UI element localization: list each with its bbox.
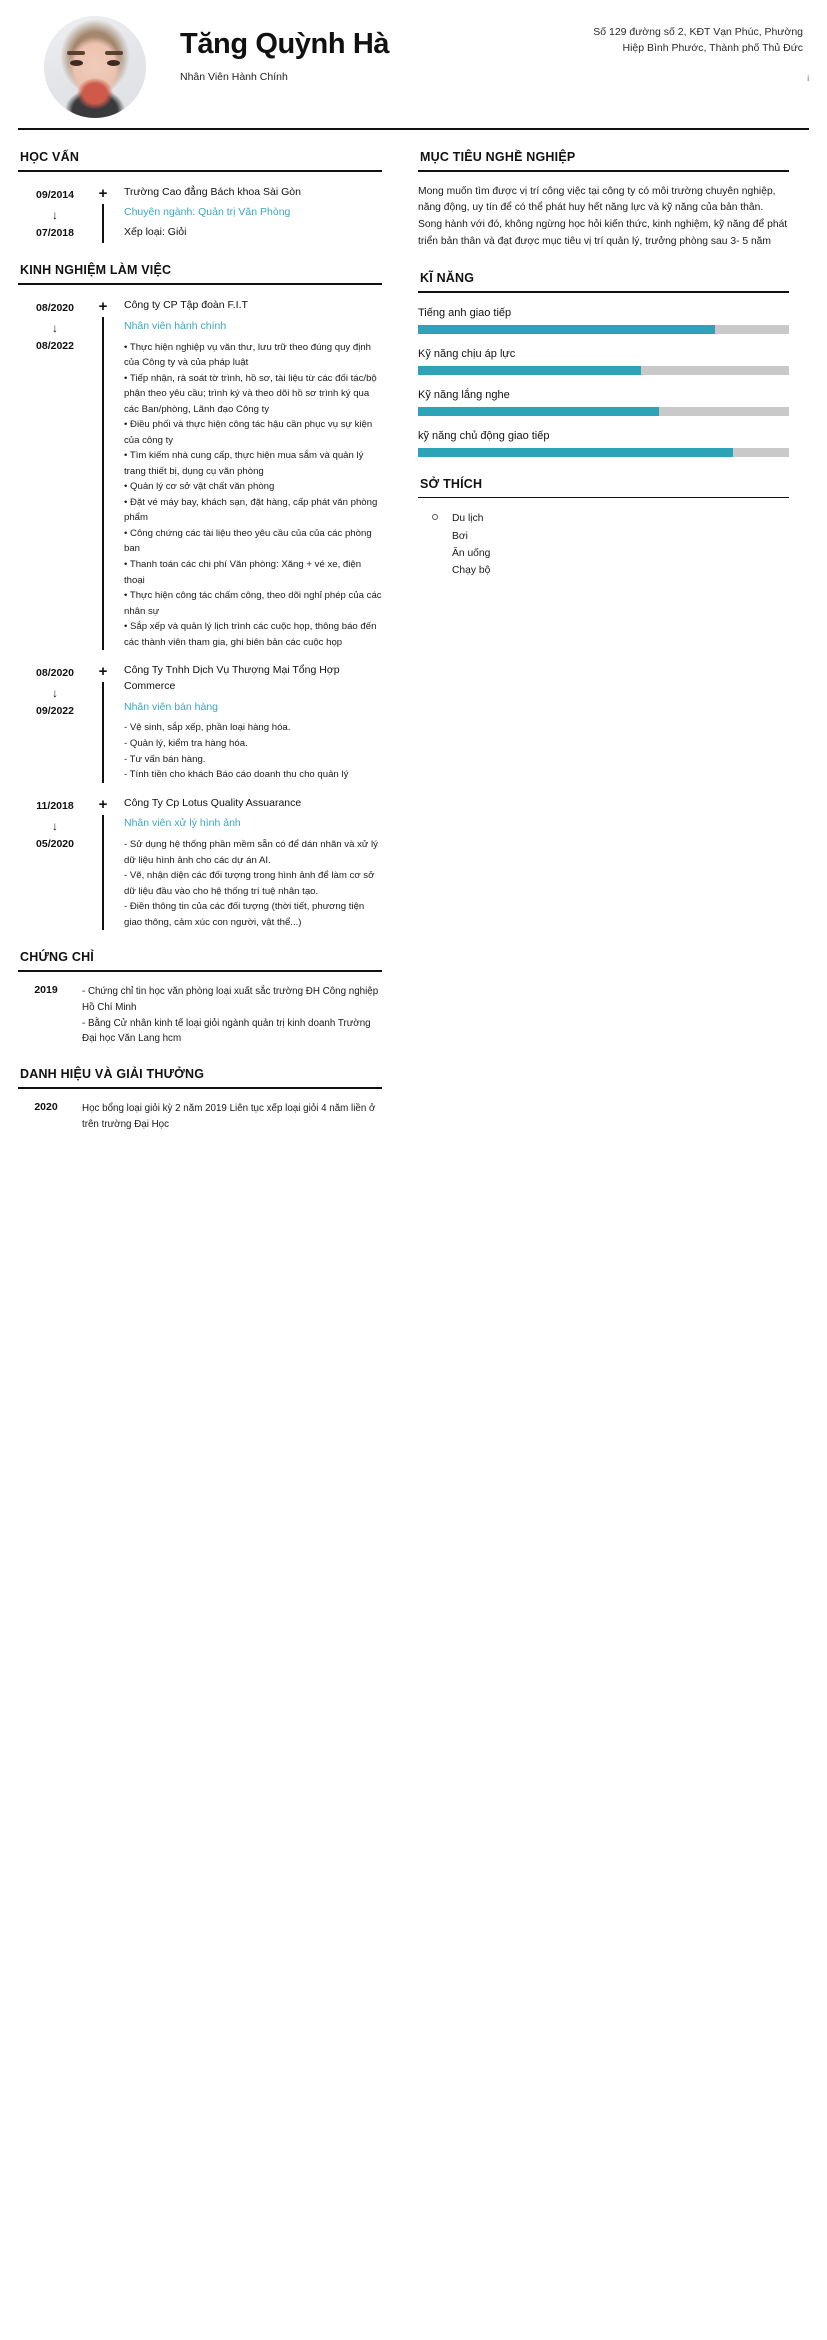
avatar-detail <box>107 60 120 66</box>
profile-photo-image <box>44 16 146 118</box>
hobbies-block <box>418 510 789 579</box>
hobby-item: Ăn uống <box>452 547 491 559</box>
entry-organization: Trường Cao đẳng Bách khoa Sài Gòn <box>124 185 301 198</box>
section-education <box>18 150 382 243</box>
entry-marker <box>92 298 114 650</box>
hobby-item: Bơi <box>452 530 468 542</box>
section-rule <box>18 283 382 285</box>
experience-entries <box>18 298 382 930</box>
skill-item <box>418 348 789 375</box>
skill-bar-track <box>418 448 789 457</box>
bullet-item: - Vẽ, nhận diện các đối tượng trong hình ảnh để làm cơ sở dữ liệu đầu vào cho hệ thống trí tuệ nhân tạo. <box>124 870 375 897</box>
simple-entry <box>18 1101 382 1133</box>
entry-body <box>114 796 382 931</box>
timeline-line <box>102 317 104 650</box>
section-rule <box>418 497 789 499</box>
section-title-awards: DANH HIỆU VÀ GIẢI THƯỞNG <box>20 1067 205 1082</box>
entry-date-start: 08/2020 <box>36 667 74 680</box>
plus-icon: + <box>98 795 108 813</box>
down-arrow-icon: ↓ <box>52 686 58 701</box>
skill-item <box>418 389 789 416</box>
section-title-objective: MỤC TIÊU NGHỀ NGHIỆP <box>420 150 576 164</box>
entry-dates <box>18 663 92 782</box>
objective-paragraph: Mong muốn tìm được vị trí công việc tại công ty có môi trường chuyên nghiệp, năng động, uy tín để có thể phát huy hết năng lực và kỹ năng của bản thân. <box>418 185 776 214</box>
entry-text <box>74 1101 382 1133</box>
candidate-name: Tăng Quỳnh Hà <box>180 28 390 60</box>
bullet-item: - Điền thông tin của các đối tượng (thời tiết, phương tiện giao thông, cảm xúc con người, vật thể...) <box>124 901 365 928</box>
award-entries <box>18 1101 382 1133</box>
bullet-item: - Quản lý, kiểm tra hàng hóa. <box>124 737 248 749</box>
entry-marker <box>92 185 114 244</box>
skill-bar-fill <box>418 407 659 416</box>
skill-label: Tiếng anh giao tiếp <box>418 306 512 319</box>
circle-icon <box>432 514 438 520</box>
objective-text <box>418 184 789 252</box>
entry-marker <box>92 796 114 931</box>
entry-date-start: 09/2014 <box>36 188 74 201</box>
plus-icon: + <box>98 298 108 316</box>
timeline-entry <box>18 185 382 244</box>
skill-item <box>418 430 789 457</box>
skill-bar-fill <box>418 448 733 457</box>
bullet-item: - Sử dụng hệ thống phần mềm sẵn có để dán nhãn và xử lý dữ liệu hình ảnh cho các dự án AI. <box>124 839 378 866</box>
bullet-item: • Sắp xếp và quản lý lịch trình các cuộc họp, thông báo đến các thành viên tham gia, ghi biên bản các cuộc họp <box>124 621 377 648</box>
timeline-line <box>102 204 104 244</box>
column-gap <box>396 130 418 1133</box>
contact-address: Số 129 đường số 2, KĐT Vạn Phúc, Phường Hiệp Bình Phước, Thành phố Thủ Đức <box>593 26 803 55</box>
entry-text <box>74 984 382 1047</box>
bullet-item: • Thanh toán các chi phí Văn phòng: Xăng + vé xe, điện thoại <box>124 559 362 586</box>
entry-date-end: 09/2022 <box>36 705 74 718</box>
section-certificates <box>18 950 382 1047</box>
section-title-skills: KĨ NĂNG <box>420 271 475 286</box>
skill-item <box>418 307 789 334</box>
bullet-item: - Tư vấn bán hàng. <box>124 753 206 765</box>
entry-date-end: 05/2020 <box>36 837 74 850</box>
entry-body <box>114 185 382 244</box>
section-rule <box>18 970 382 972</box>
avatar-detail <box>105 51 123 55</box>
entry-line: - Chứng chỉ tin học văn phòng loại xuất sắc trường ĐH Công nghiệp Hồ Chí Minh <box>82 985 379 1013</box>
bullet-item: • Công chứng các tài liệu theo yêu cầu của của các phòng ban <box>124 527 372 555</box>
down-arrow-icon: ↓ <box>52 207 58 222</box>
cv-header <box>0 0 827 128</box>
skill-bar-track <box>418 366 789 375</box>
timeline-line <box>102 682 104 782</box>
entry-bullets <box>124 340 382 651</box>
content-columns <box>0 130 827 1133</box>
plus-icon: + <box>98 184 108 202</box>
section-rule <box>18 170 382 172</box>
hobby-item: Chạy bộ <box>452 565 491 577</box>
entry-date-end: 08/2022 <box>36 340 74 352</box>
entry-year: 2020 <box>34 1100 58 1113</box>
entry-dates <box>18 298 92 650</box>
section-skills <box>418 271 789 457</box>
entry-bullets <box>124 720 382 782</box>
entry-subtitle: Nhân viên bán hàng <box>124 700 218 713</box>
simple-entry <box>18 984 382 1047</box>
candidate-role: Nhân Viên Hành Chính <box>180 71 288 84</box>
bullet-item: • Đặt vé máy bay, khách sạn, đặt hàng, cấp phát văn phòng phẩm <box>124 496 378 524</box>
entry-dates <box>18 185 92 244</box>
avatar-detail <box>70 60 83 66</box>
section-objective <box>418 150 789 251</box>
bullet-item: • Thực hiện nghiệp vụ văn thư, lưu trữ theo đúng quy định của Công ty và của pháp luật <box>124 341 372 369</box>
skill-list <box>418 307 789 457</box>
skill-bar-track <box>418 325 789 334</box>
down-arrow-icon: ↓ <box>52 321 58 335</box>
skill-bar-fill <box>418 366 641 375</box>
entry-body <box>114 298 382 650</box>
hobby-list <box>452 510 490 579</box>
plus-icon: + <box>98 663 108 681</box>
avatar-detail <box>67 51 85 55</box>
bullet-item: - Tính tiền cho khách Báo cáo doanh thu cho quản lý <box>124 769 349 781</box>
name-block <box>180 12 389 83</box>
entry-marker <box>92 663 114 782</box>
skill-bar-fill <box>418 325 715 334</box>
entry-bullets <box>124 837 382 930</box>
section-title-experience: KINH NGHIỆM LÀM VIỆC <box>20 263 172 278</box>
bullet-item: - Vệ sinh, sắp xếp, phần loại hàng hóa. <box>124 722 291 734</box>
section-hobbies <box>418 477 789 580</box>
entry-organization: Công ty CP Tập đoàn F.I.T <box>124 299 248 312</box>
entry-date-end: 07/2018 <box>36 226 74 239</box>
hobby-marker <box>418 510 452 579</box>
section-experience <box>18 263 382 930</box>
entry-detail: Xếp loại: Giỏi <box>124 226 187 239</box>
bullet-item: • Quản lý cơ sở vật chất văn phòng <box>124 481 275 493</box>
objective-paragraph: Song hành với đó, không ngừng học hỏi kiến thức, kinh nghiệm, kỹ năng để phát triển bản thân và đạt được mục tiêu vị trí quản lý, trưởng phòng sau 3- 5 năm <box>418 219 788 248</box>
section-rule <box>18 1087 382 1089</box>
section-rule <box>418 291 789 293</box>
entry-subtitle: Nhân viên hành chính <box>124 319 227 332</box>
bullet-item: • Tiếp nhận, rà soát tờ trình, hồ sơ, tài liệu từ các đối tác/bộ phận theo yêu cầu; trình ký và theo dõi hồ sơ trình ký qua các Ban/phòng, Lãnh đạo Công ty <box>124 372 377 415</box>
section-title-hobbies: SỞ THÍCH <box>420 476 483 491</box>
entry-subtitle: Chuyên ngành: Quản trị Văn Phòng <box>124 206 291 219</box>
timeline-entry <box>18 796 382 931</box>
left-column <box>18 130 396 1133</box>
entry-dates <box>18 796 92 931</box>
corner-mark: i <box>807 74 809 83</box>
bullet-item: • Thực hiện công tác chấm công, theo dõi nghỉ phép của các nhân sự <box>124 590 382 617</box>
timeline-line <box>102 815 104 931</box>
entry-line: - Bằng Cử nhân kinh tế loại giỏi ngành quản trị kinh doanh Trường Đại học Văn Lang hcm <box>82 1017 371 1045</box>
skill-label: Kỹ năng chịu áp lực <box>418 347 516 360</box>
right-column <box>418 130 789 1133</box>
skill-bar-track <box>418 407 789 416</box>
timeline-entry <box>18 663 382 782</box>
education-entries <box>18 185 382 244</box>
entry-organization: Công Ty Cp Lotus Quality Assuarance <box>124 796 302 809</box>
entry-date-start: 08/2020 <box>36 302 74 315</box>
entry-body <box>114 663 382 782</box>
hobby-item: Du lịch <box>452 513 484 525</box>
down-arrow-icon: ↓ <box>52 818 58 833</box>
timeline-entry <box>18 298 382 650</box>
bullet-item: • Điều phối và thực hiện công tác hậu cần phục vụ sự kiện của công ty <box>124 419 373 446</box>
certificate-entries <box>18 984 382 1047</box>
section-awards <box>18 1067 382 1132</box>
bullet-item: • Tìm kiếm nhà cung cấp, thực hiện mua sắm và quản lý trang thiết bị, dụng cụ văn phòng <box>124 450 364 477</box>
avatar <box>44 16 146 118</box>
skill-label: kỹ năng chủ động giao tiếp <box>418 429 550 442</box>
entry-date-start: 11/2018 <box>36 799 74 812</box>
skill-label: Kỹ năng lắng nghe <box>418 388 510 401</box>
entry-subtitle: Nhân viên xử lý hình ảnh <box>124 817 241 830</box>
section-rule <box>418 170 789 172</box>
section-title-education: HỌC VẤN <box>20 150 80 164</box>
entry-organization: Công Ty Tnhh Dịch Vụ Thượng Mại Tổng Hợp Commerce <box>124 664 340 692</box>
section-title-certificates: CHỨNG CHỈ <box>20 950 94 965</box>
entry-year: 2019 <box>34 983 58 996</box>
entry-line: Học bổng loại giỏi kỳ 2 năm 2019 Liên tục xếp loại giỏi 4 năm liền ở trên trường Đại Học <box>82 1102 376 1130</box>
